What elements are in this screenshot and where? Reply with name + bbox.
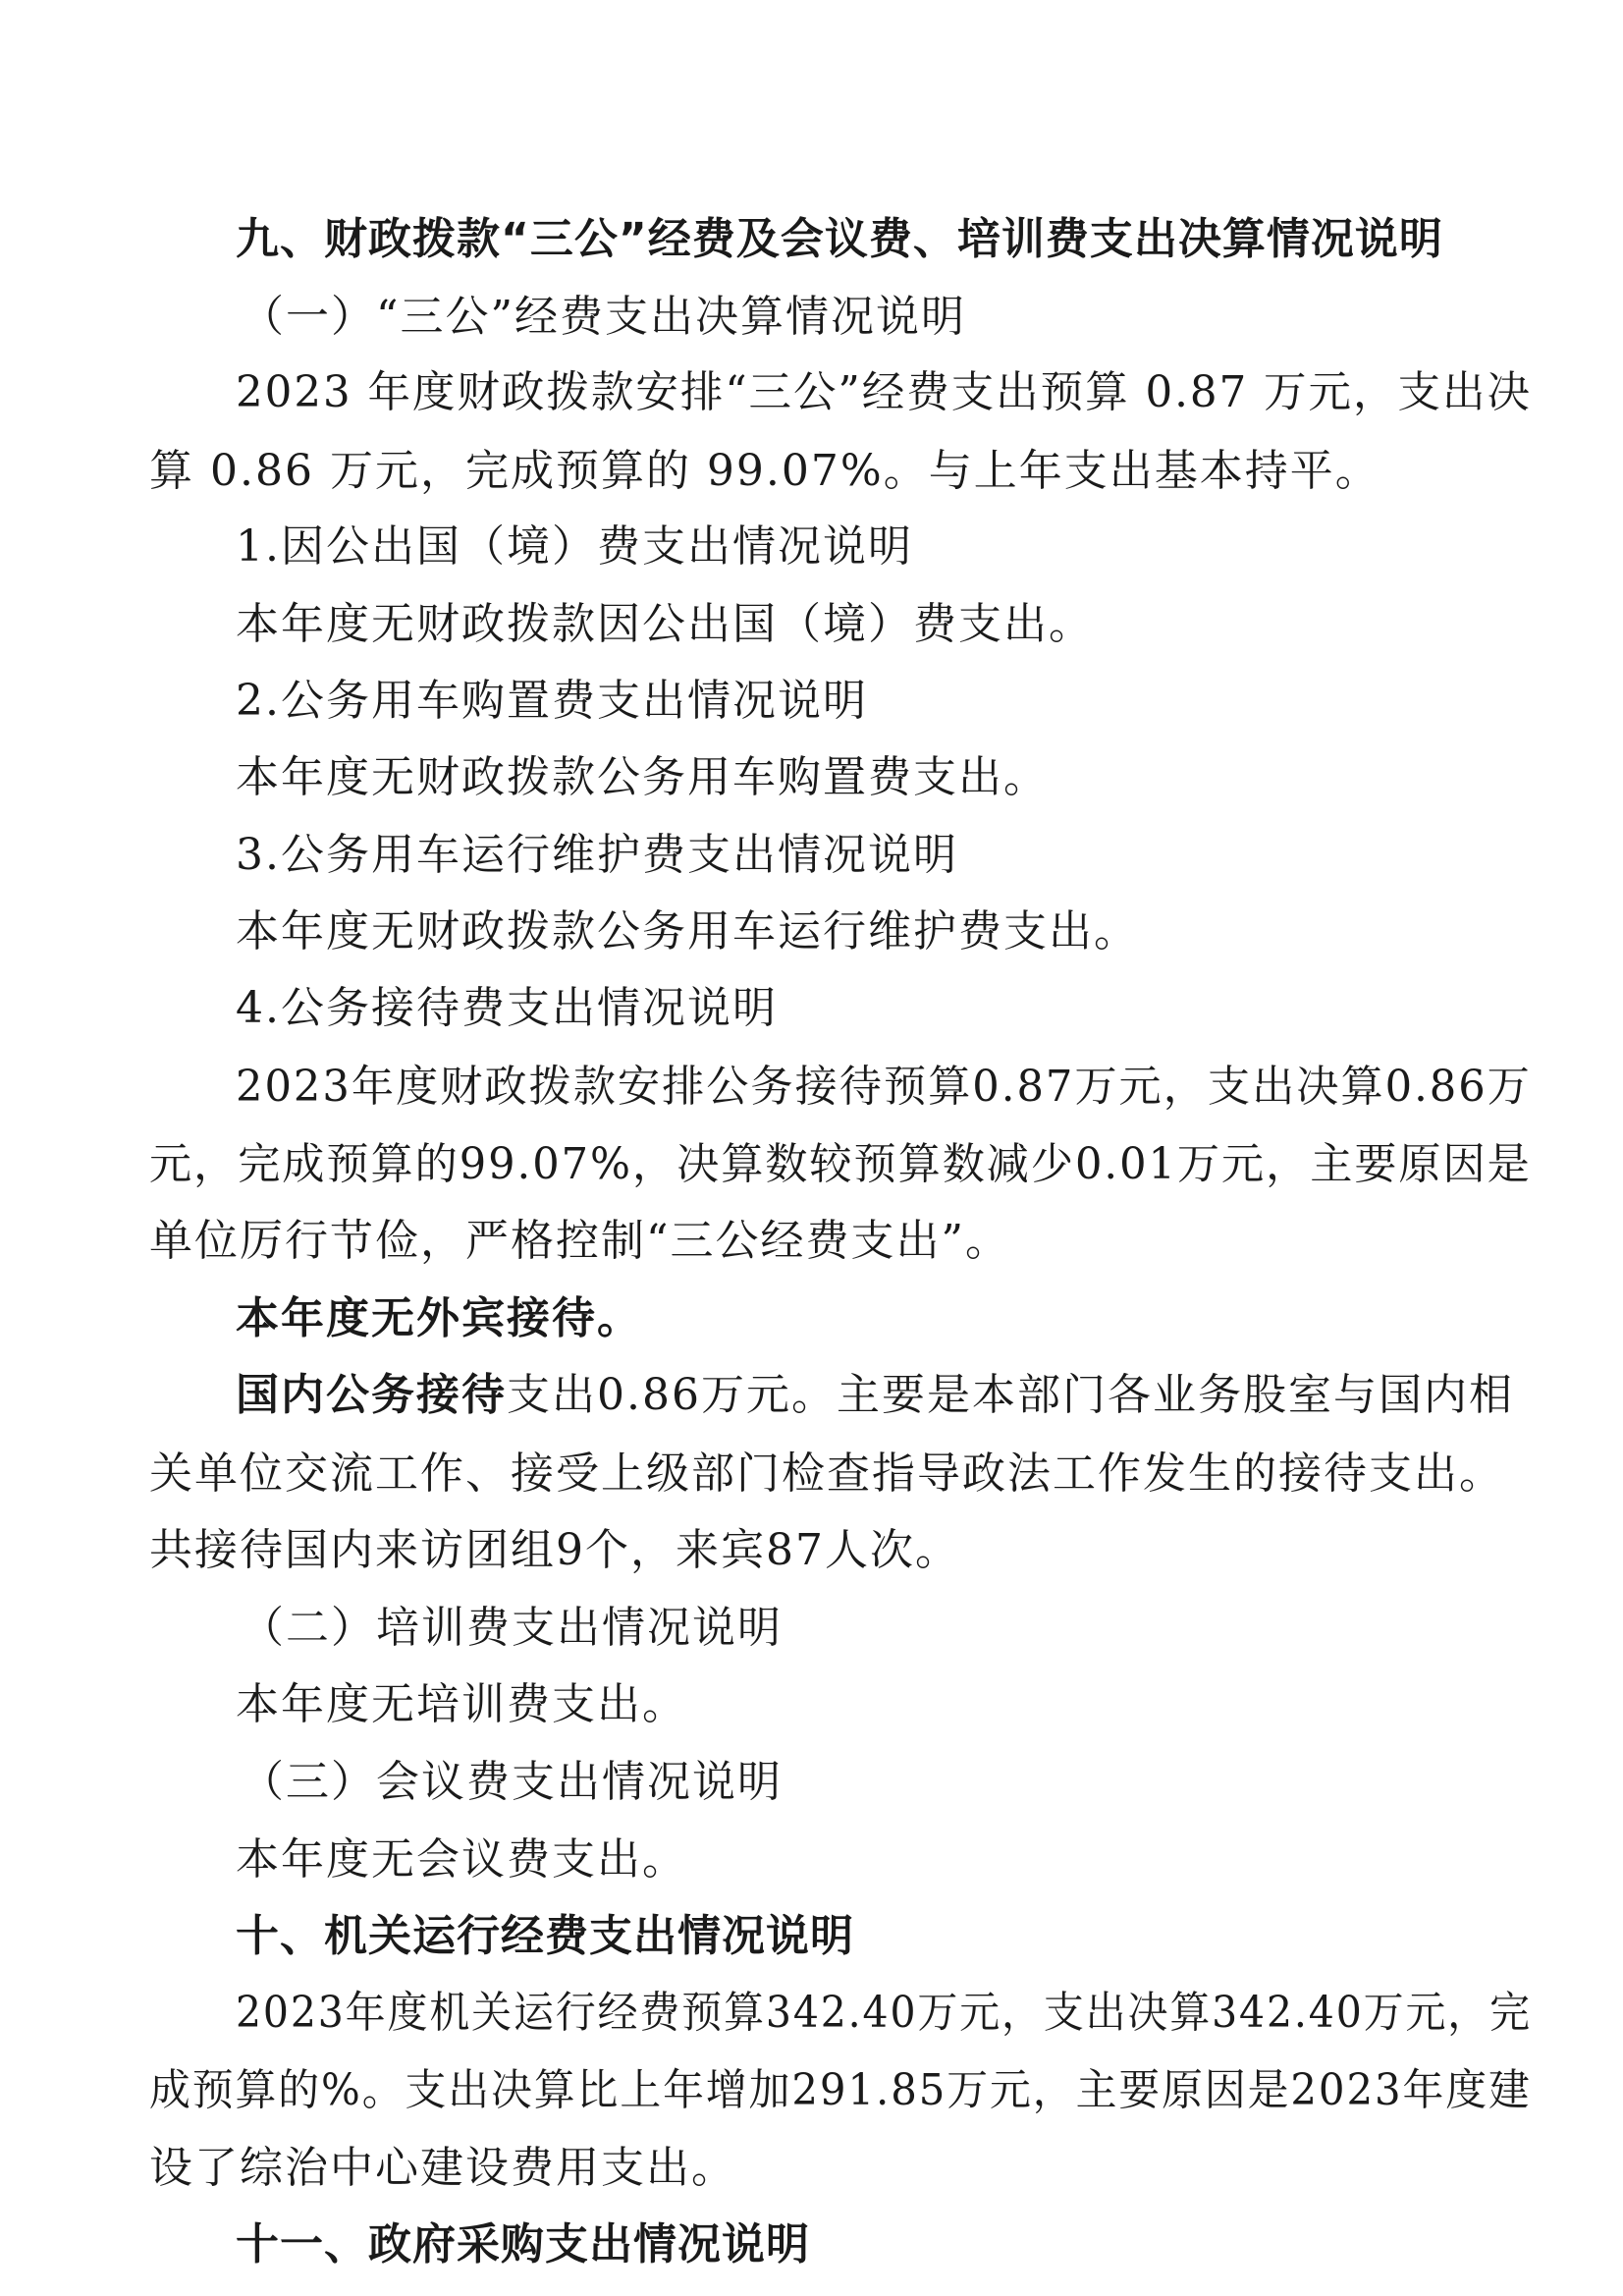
section-11-heading: 十一、政府采购支出情况说明 — [236, 2219, 810, 2269]
item-4-heading: 4.公务接待费支出情况说明 — [236, 983, 778, 1033]
paragraph-line: 共接待国内来访团组9个，来宾87人次。 — [149, 1525, 960, 1575]
paragraph-line: 2023年度财政拨款安排公务接待预算0.87万元，支出决算0.86万 — [236, 1062, 1532, 1112]
paragraph-line: 成预算的%。支出决算比上年增加291.85万元，主要原因是2023年度建 — [149, 2065, 1532, 2115]
item-2-heading: 2.公务用车购置费支出情况说明 — [236, 676, 868, 726]
foreign-guests-note: 本年度无外宾接待。 — [236, 1293, 642, 1343]
item-1-heading: 1.因公出国（境）费支出情况说明 — [236, 521, 913, 572]
subsection-3-text: 本年度无会议费支出。 — [236, 1834, 687, 1885]
item-3-heading: 3.公务用车运行维护费支出情况说明 — [236, 830, 958, 880]
paragraph-line: 2023年度机关运行经费预算342.40万元，支出决算342.40万元，完 — [236, 1988, 1532, 2038]
paragraph-line: 元，完成预算的99.07%，决算数较预算数减少0.01万元，主要原因是 — [149, 1139, 1532, 1189]
subsection-1-heading: （一）“三公”经费支出决算情况说明 — [241, 292, 966, 342]
domestic-reception-text: 支出0.86万元。主要是本部门各业务股室与国内相 — [507, 1370, 1514, 1420]
domestic-reception-label: 国内公务接待 — [236, 1370, 507, 1420]
subsection-2-text: 本年度无培训费支出。 — [236, 1679, 687, 1729]
item-1-text: 本年度无财政拨款因公出国（境）费支出。 — [236, 599, 1094, 649]
item-3-text: 本年度无财政拨款公务用车运行维护费支出。 — [236, 906, 1139, 957]
subsection-2-heading: （二）培训费支出情况说明 — [241, 1603, 783, 1653]
paragraph-line: 设了综治中心建设费用支出。 — [149, 2143, 736, 2193]
subsection-3-heading: （三）会议费支出情况说明 — [241, 1757, 783, 1807]
paragraph-line: 2023 年度财政拨款安排“三公”经费支出预算 0.87 万元，支出决 — [236, 367, 1532, 417]
item-2-text: 本年度无财政拨款公务用车购置费支出。 — [236, 752, 1049, 802]
section-10-heading: 十、机关运行经费支出情况说明 — [236, 1911, 854, 1961]
paragraph-line: 关单位交流工作、接受上级部门检查指导政法工作发生的接待支出。 — [149, 1449, 1504, 1499]
paragraph-line: 算 0.86 万元，完成预算的 99.07%。与上年支出基本持平。 — [149, 446, 1380, 496]
paragraph-line: 单位厉行节俭，严格控制“三公经费支出”。 — [149, 1216, 1010, 1266]
domestic-reception-line — [236, 1370, 1514, 1420]
section-9-heading: 九、财政拨款“三公”经费及会议费、培训费支出决算情况说明 — [236, 214, 1443, 264]
